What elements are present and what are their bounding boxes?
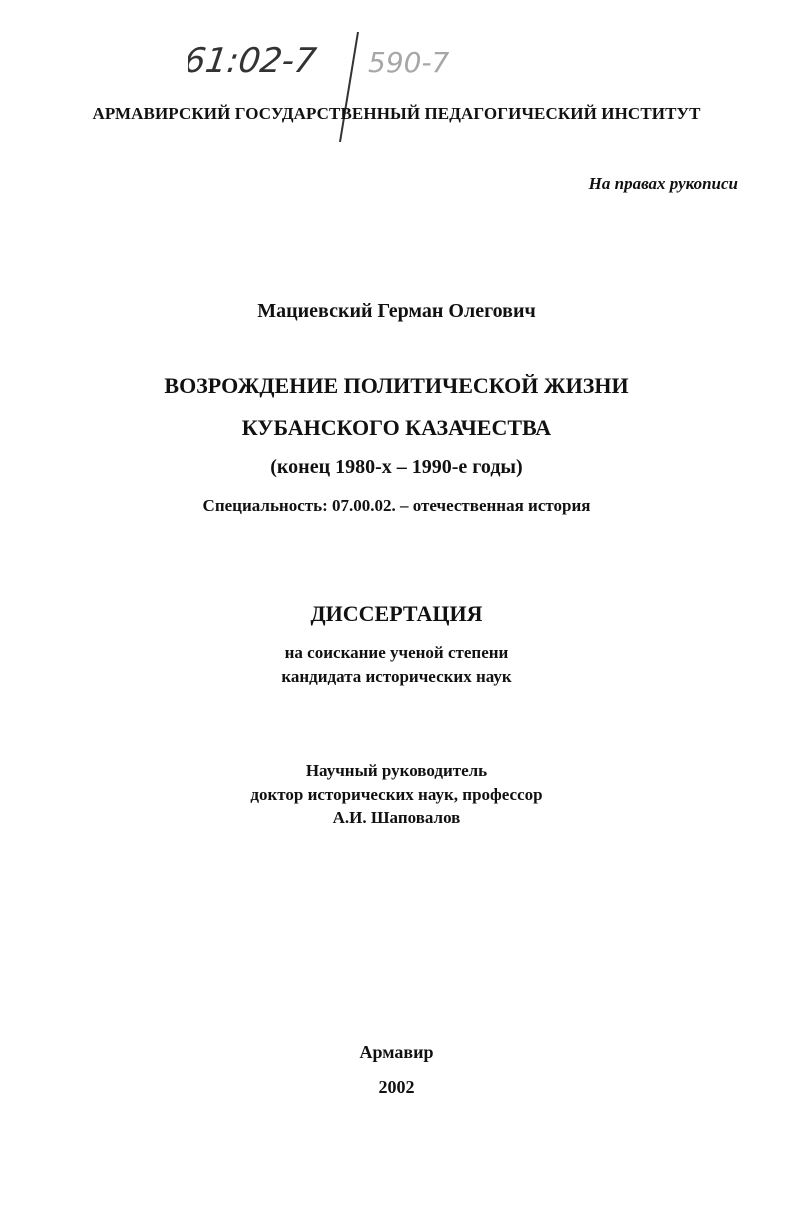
archive-code-stamped-right: 590-7 [368,46,450,79]
supervisor-role: Научный руководитель [305,761,488,780]
dissertation-period: (конец 1980-х – 1990-е годы) [270,456,523,478]
dissertation-title-line-2: КУБАНСКОГО КАЗАЧЕСТВА [241,415,552,440]
specialty: Специальность: 07.00.02. – отечественная история [202,496,591,515]
slash-mark [340,32,358,142]
rights-notice: На правах рукописи [588,174,738,193]
document-type: ДИССЕРТАЦИЯ [310,601,483,626]
institute-name: АРМАВИРСКИЙ ГОСУДАРСТВЕННЫЙ ПЕДАГОГИЧЕСКИЙ ИНСТИТУТ [92,104,701,123]
degree-line-1: на соискание ученой степени [284,643,509,662]
archive-code-handwriting [188,32,508,142]
archive-code-handwritten-left: 61:02-7 [188,41,319,81]
supervisor-name: А.И. Шаповалов [332,808,461,827]
dissertation-title-line-1: ВОЗРОЖДЕНИЕ ПОЛИТИЧЕСКОЙ ЖИЗНИ [164,373,629,398]
author-name: Мациевский Герман Олегович [257,300,536,322]
supervisor-credentials: доктор исторических наук, профессор [250,785,543,804]
city: Армавир [359,1042,434,1062]
degree-line-2: кандидата исторических наук [281,667,512,686]
year: 2002 [378,1077,415,1097]
